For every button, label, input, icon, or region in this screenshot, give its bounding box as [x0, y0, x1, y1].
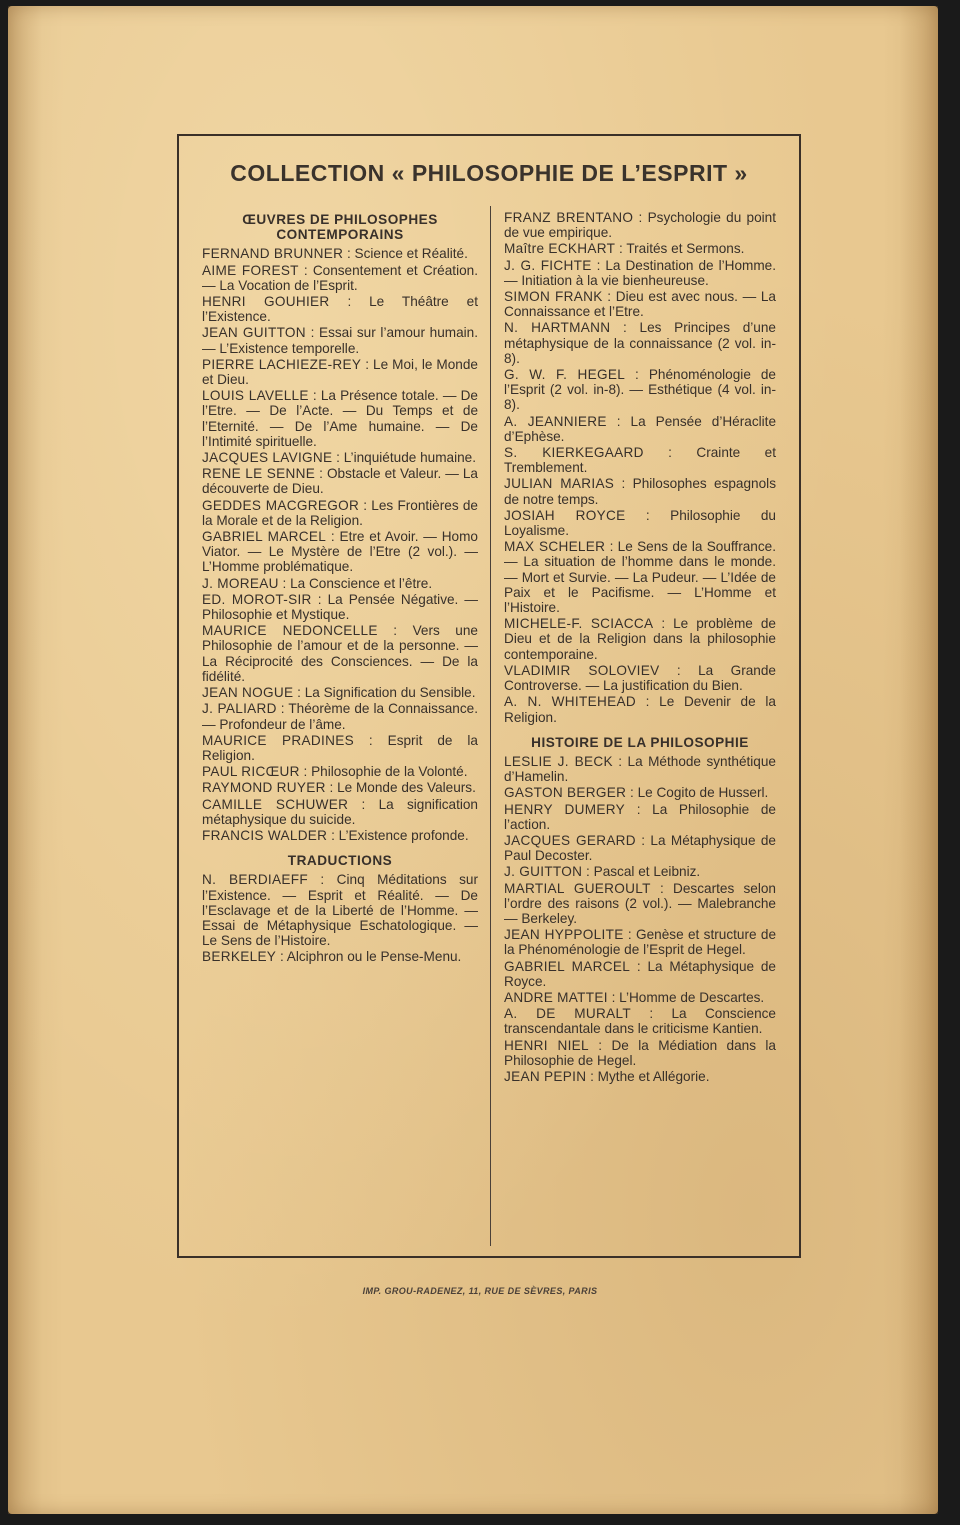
entry-author: GEDDES MACGREGOR: [202, 497, 360, 513]
entry-author: MARTIAL GUEROULT: [504, 880, 651, 896]
entry-separator: :: [650, 880, 674, 896]
catalog-entry: [202, 592, 478, 622]
catalog-entry: [504, 258, 776, 288]
collection-title: COLLECTION « PHILOSOPHIE DE L’ESPRIT »: [230, 160, 748, 186]
section-heading-traductions: TRADUCTIONS: [287, 853, 393, 869]
entry-separator: :: [659, 662, 699, 678]
entry-works: Philosophie de la Volonté.: [311, 764, 468, 780]
entry-author: JEAN NOGUE: [202, 685, 294, 701]
entry-works: Genèse et structure de la Phénoménologie de l’Esprit de Hegel.: [504, 927, 776, 958]
entry-author: JEAN HYPPOLITE: [504, 927, 624, 943]
entry-separator: :: [326, 529, 340, 545]
entry-works: Obstacle et Valeur. — La découverte de Dieu.: [202, 466, 478, 497]
entry-author: N. BERDIAEFF: [202, 872, 308, 888]
entry-author: JULIAN MARIAS: [504, 476, 615, 492]
entry-author: JACQUES GERARD: [504, 832, 636, 848]
catalog-entry: [504, 959, 776, 989]
entry-works: De la Médiation dans la Philosophie de Hegel.: [504, 1037, 776, 1068]
entry-author: PIERRE LACHIEZE-REY: [202, 356, 362, 372]
entry-separator: :: [625, 801, 653, 817]
entry-works: Le Monde des Valeurs.: [337, 780, 476, 796]
catalog-entry: [202, 263, 478, 293]
entry-works: La Métaphysique de Royce.: [504, 958, 776, 989]
entry-separator: :: [298, 262, 313, 278]
catalog-entry: [504, 1069, 776, 1084]
entry-separator: :: [343, 246, 355, 262]
entry-works: Vers une Philosophie de l’amour et de la personne. — La Réciprocité des Consciences. — De la fidélité.: [202, 623, 478, 684]
catalog-entry: [504, 1038, 776, 1068]
entry-separator: :: [653, 616, 674, 632]
catalog-entry: [504, 927, 776, 957]
entry-works: Le Sens de la Souffrance. — La situation de l’homme dans le monde. — Mort et Survie. — La Pudeur. — L’Idée de Paix et le Pacifisme. — L’Homme et l’Histoire.: [504, 539, 776, 616]
catalog-entry: [202, 246, 478, 261]
entry-author: SIMON FRANK: [504, 289, 603, 305]
catalog-entry: [504, 990, 776, 1005]
entry-separator: :: [625, 367, 649, 383]
entry-author: J. MOREAU: [202, 575, 279, 591]
entry-separator: :: [606, 413, 631, 429]
catalog-entry: [504, 833, 776, 863]
entry-author: BERKELEY: [202, 949, 277, 965]
entry-works: Etre et Avoir. — Homo Viator. — Le Mystère de l’Etre (2 vol.). — L’Homme problématique.: [202, 529, 478, 575]
entry-separator: :: [630, 1006, 672, 1022]
entry-works: La Présence totale. — De l’Etre. — De l’Acte. — Du Temps et de l’Eternité. — De l’Ame humaine. — De l’Intimité spirituelle.: [202, 388, 478, 449]
entry-works: Philosophes espagnols de notre temps.: [504, 476, 776, 507]
entry-works: Philosophie du Loyalisme.: [504, 507, 776, 539]
entry-separator: :: [311, 591, 328, 607]
entry-separator: :: [332, 450, 344, 466]
entry-works: Phénoménologie de l’Esprit (2 vol. in-8). — Esthétique (4 vol. in-8).: [504, 367, 776, 413]
catalog-entry: [202, 450, 478, 465]
entry-works: Crainte et Tremblement.: [504, 445, 776, 476]
entry-works: L’Homme de Descartes.: [619, 989, 765, 1005]
entry-separator: :: [327, 827, 339, 843]
catalog-entry: [504, 539, 776, 615]
histoire-list: [504, 754, 776, 1084]
entry-separator: :: [308, 388, 321, 404]
entry-separator: :: [315, 466, 327, 482]
entry-works: Le Cogito de Husserl.: [637, 785, 769, 801]
catalog-entry: [202, 529, 478, 575]
catalog-entry: [202, 623, 478, 684]
entry-works: Descartes selon l’ordre des raisons (2 vol.). — Malebranche — Berkeley.: [504, 880, 776, 926]
entry-works: Théorème de la Connaissance. — Profondeur de l’âme.: [202, 701, 478, 732]
entry-works: Alciphron ou le Pense-Menu.: [286, 949, 462, 965]
entry-works: L’inquiétude humaine.: [343, 450, 477, 466]
entry-works: Dieu est avec nous. — La Connaissance et l’Etre.: [504, 289, 776, 320]
entry-works: La Méthode synthétique d’Hamelin.: [504, 753, 776, 785]
entry-author: GABRIEL MARCEL: [504, 958, 631, 974]
entry-separator: :: [276, 949, 287, 965]
entry-author: HENRI NIEL: [504, 1037, 589, 1053]
catalog-entry: [504, 210, 776, 240]
entry-works: Les Principes d’une métaphysique de la connaissance (2 vol. in-8).: [504, 320, 776, 366]
catalog-entry: [202, 466, 478, 496]
entry-author: GASTON BERGER: [504, 785, 627, 801]
entry-separator: :: [625, 507, 671, 523]
entry-separator: :: [635, 832, 651, 848]
entry-separator: :: [626, 785, 638, 801]
entry-separator: :: [359, 497, 372, 513]
entry-author: J. GUITTON: [504, 864, 583, 880]
catalog-entry: [504, 1006, 776, 1036]
left-column: [202, 210, 478, 966]
entry-separator: :: [633, 210, 648, 225]
entry-author: A. JEANNIERE: [504, 413, 607, 429]
entry-author: MICHELE-F. SCIACCA: [504, 616, 654, 632]
entry-author: Maître ECKHART: [504, 241, 616, 257]
section-heading-contemporains: ŒUVRES DE PHILOSOPHES CONTEMPORAINS: [242, 212, 438, 243]
contemporains-list: [202, 246, 478, 843]
catalog-entry: [202, 701, 478, 731]
entry-separator: :: [278, 575, 291, 591]
catalog-entry: [202, 780, 478, 795]
entry-works: Le Devenir de la Religion.: [504, 694, 776, 725]
entry-separator: :: [615, 241, 627, 257]
entry-separator: :: [353, 732, 388, 748]
entry-separator: :: [623, 927, 637, 943]
entry-works: La Conscience transcendantale dans le criticisme Kantien.: [504, 1006, 776, 1037]
catalog-entry: [202, 764, 478, 779]
entry-author: JEAN PEPIN: [504, 1068, 587, 1084]
catalog-entry: [202, 576, 478, 591]
catalog-entry: [202, 325, 478, 355]
catalog-entry: [504, 864, 776, 879]
entry-works: Essai sur l’amour humain. — L’Existence temporelle.: [202, 325, 478, 356]
printer-imprint: IMP. GROU-RADENEZ, 11, RUE DE SÈVRES, PARIS: [362, 1286, 598, 1296]
catalog-entry: [504, 367, 776, 413]
entry-works: La Destination de l’Homme. — Initiation à la vie bienheureuse.: [504, 257, 776, 288]
entry-works: Le problème de Dieu et de la Religion dans la philosophie contemporaine.: [504, 616, 776, 662]
entry-works: La Conscience et l’être.: [290, 575, 433, 591]
entry-author: S. KIERKEGAARD: [504, 445, 644, 461]
entry-works: L’Existence profonde.: [338, 827, 469, 843]
entry-separator: :: [276, 701, 289, 717]
entry-author: N. HARTMANN: [504, 320, 611, 336]
entry-author: FRANZ BRENTANO: [504, 210, 634, 225]
column-divider: [490, 206, 491, 1246]
catalog-entry: [202, 828, 478, 843]
catalog-entry: [504, 320, 776, 366]
catalog-entry: [504, 508, 776, 538]
entry-separator: :: [307, 872, 337, 888]
entry-works: La Grande Controverse. — La justification du Bien.: [504, 662, 776, 694]
entry-author: JOSIAH ROYCE: [504, 507, 626, 523]
catalog-entry: [504, 241, 776, 256]
catalog-entry: [504, 616, 776, 662]
entry-author: MAURICE PRADINES: [202, 732, 354, 748]
entry-author: RAYMOND RUYER: [202, 780, 326, 796]
entry-author: VLADIMIR SOLOVIEV: [504, 662, 660, 678]
catalog-entry: [202, 797, 478, 827]
catalog-entry: [202, 685, 478, 700]
entry-works: Pascal et Leibniz.: [593, 864, 701, 880]
entry-author: JACQUES LAVIGNE: [202, 450, 333, 466]
entry-works: La Métaphysique de Paul Decoster.: [504, 832, 776, 864]
catalog-entry: [504, 694, 776, 724]
entry-separator: :: [635, 694, 660, 710]
entry-separator: :: [630, 958, 648, 974]
entry-works: Les Frontières de la Morale et de la Religion.: [202, 497, 478, 528]
catalog-entry: [504, 785, 776, 800]
catalog-entry: [504, 289, 776, 319]
entry-separator: :: [325, 780, 338, 796]
entry-author: A. DE MURALT: [504, 1006, 631, 1022]
entry-author: ANDRE MATTEI: [504, 989, 608, 1005]
entry-separator: :: [591, 257, 606, 273]
catalog-entry: [202, 294, 478, 324]
entry-author: CAMILLE SCHUWER: [202, 796, 349, 812]
entry-separator: :: [607, 989, 620, 1005]
section-heading-histoire: HISTOIRE DE LA PHILOSOPHIE: [531, 734, 749, 750]
entry-author: J. PALIARD: [202, 701, 277, 717]
entry-works: Le Moi, le Monde et Dieu.: [202, 356, 478, 388]
entry-author: MAURICE NEDONCELLE: [202, 623, 378, 639]
entry-works: Science et Réalité.: [354, 246, 468, 262]
entry-separator: :: [377, 623, 413, 639]
entry-works: La Pensée Négative. — Philosophie et Mystique.: [202, 591, 478, 623]
entry-separator: :: [588, 1037, 612, 1053]
entry-author: FERNAND BRUNNER: [202, 246, 344, 262]
entry-author: FRANCIS WALDER: [202, 827, 328, 843]
entry-author: ED. MOROT-SIR: [202, 591, 312, 607]
entry-author: RENE LE SENNE: [202, 466, 316, 482]
traductions-continued-list: [504, 210, 776, 725]
entry-separator: :: [605, 539, 618, 555]
entry-author: G. W. F. HEGEL: [504, 367, 626, 383]
entry-separator: :: [299, 764, 312, 780]
catalog-entry: [504, 414, 776, 444]
entry-works: Psychologie du point de vue empirique.: [504, 210, 777, 241]
entry-separator: :: [610, 320, 640, 336]
catalog-entry: [202, 949, 478, 964]
entry-author: AIME FOREST: [202, 262, 299, 278]
entry-author: PAUL RICŒUR: [202, 764, 300, 780]
entry-works: Cinq Méditations sur l’Existence. — Esprit et Réalité. — De l’Esclavage et de la Liberté de l’Homme. — Essai de Métaphysique Eschatologique. — Le Sens de l’Histoire.: [202, 872, 478, 949]
entry-author: A. N. WHITEHEAD: [504, 694, 636, 710]
entry-author: LESLIE J. BECK: [504, 753, 613, 769]
entry-works: Traités et Sermons.: [626, 241, 745, 257]
traductions-list: [202, 872, 478, 964]
entry-separator: :: [614, 476, 633, 492]
catalog-entry: [504, 881, 776, 927]
entry-works: La Philosophie de l’action.: [504, 801, 776, 832]
catalog-entry: [202, 357, 478, 387]
entry-separator: :: [612, 753, 628, 769]
catalog-entry: [504, 476, 776, 506]
entry-separator: :: [643, 445, 697, 461]
catalog-entry: [504, 802, 776, 832]
entry-author: LOUIS LAVELLE: [202, 388, 309, 404]
entry-works: Mythe et Allégorie.: [597, 1068, 710, 1084]
entry-author: HENRI GOUHIER: [202, 294, 330, 310]
catalog-entry: [504, 445, 776, 475]
entry-separator: :: [361, 356, 374, 372]
entry-works: La Signification du Sensible.: [304, 685, 476, 701]
entry-author: GABRIEL MARCEL: [202, 529, 327, 545]
entry-separator: :: [582, 864, 594, 880]
entry-author: JEAN GUITTON: [202, 325, 306, 341]
catalog-entry: [202, 733, 478, 763]
catalog-entry: [202, 498, 478, 528]
entry-separator: :: [348, 796, 379, 812]
entry-works: La signification métaphysique du suicide.: [202, 796, 478, 827]
entry-author: HENRY DUMERY: [504, 801, 626, 817]
catalog-entry: [202, 872, 478, 948]
entry-works: Le Théâtre et l’Existence.: [202, 294, 478, 325]
entry-separator: :: [602, 289, 616, 305]
catalog-entry: [504, 663, 776, 693]
entry-separator: :: [305, 325, 319, 341]
entry-separator: :: [293, 685, 305, 701]
entry-separator: :: [329, 294, 370, 310]
entry-author: MAX SCHELER: [504, 539, 606, 555]
entry-author: J. G. FICHTE: [504, 257, 592, 273]
catalog-entry: [202, 388, 478, 449]
entry-works: Esprit de la Religion.: [202, 732, 478, 763]
right-column: [504, 210, 776, 1085]
catalog-entry: [504, 754, 776, 784]
entry-works: La Pensée d’Héraclite d’Ephèse.: [504, 413, 777, 444]
entry-works: Consentement et Création. — La Vocation de l’Esprit.: [202, 262, 478, 293]
entry-separator: :: [586, 1068, 598, 1084]
